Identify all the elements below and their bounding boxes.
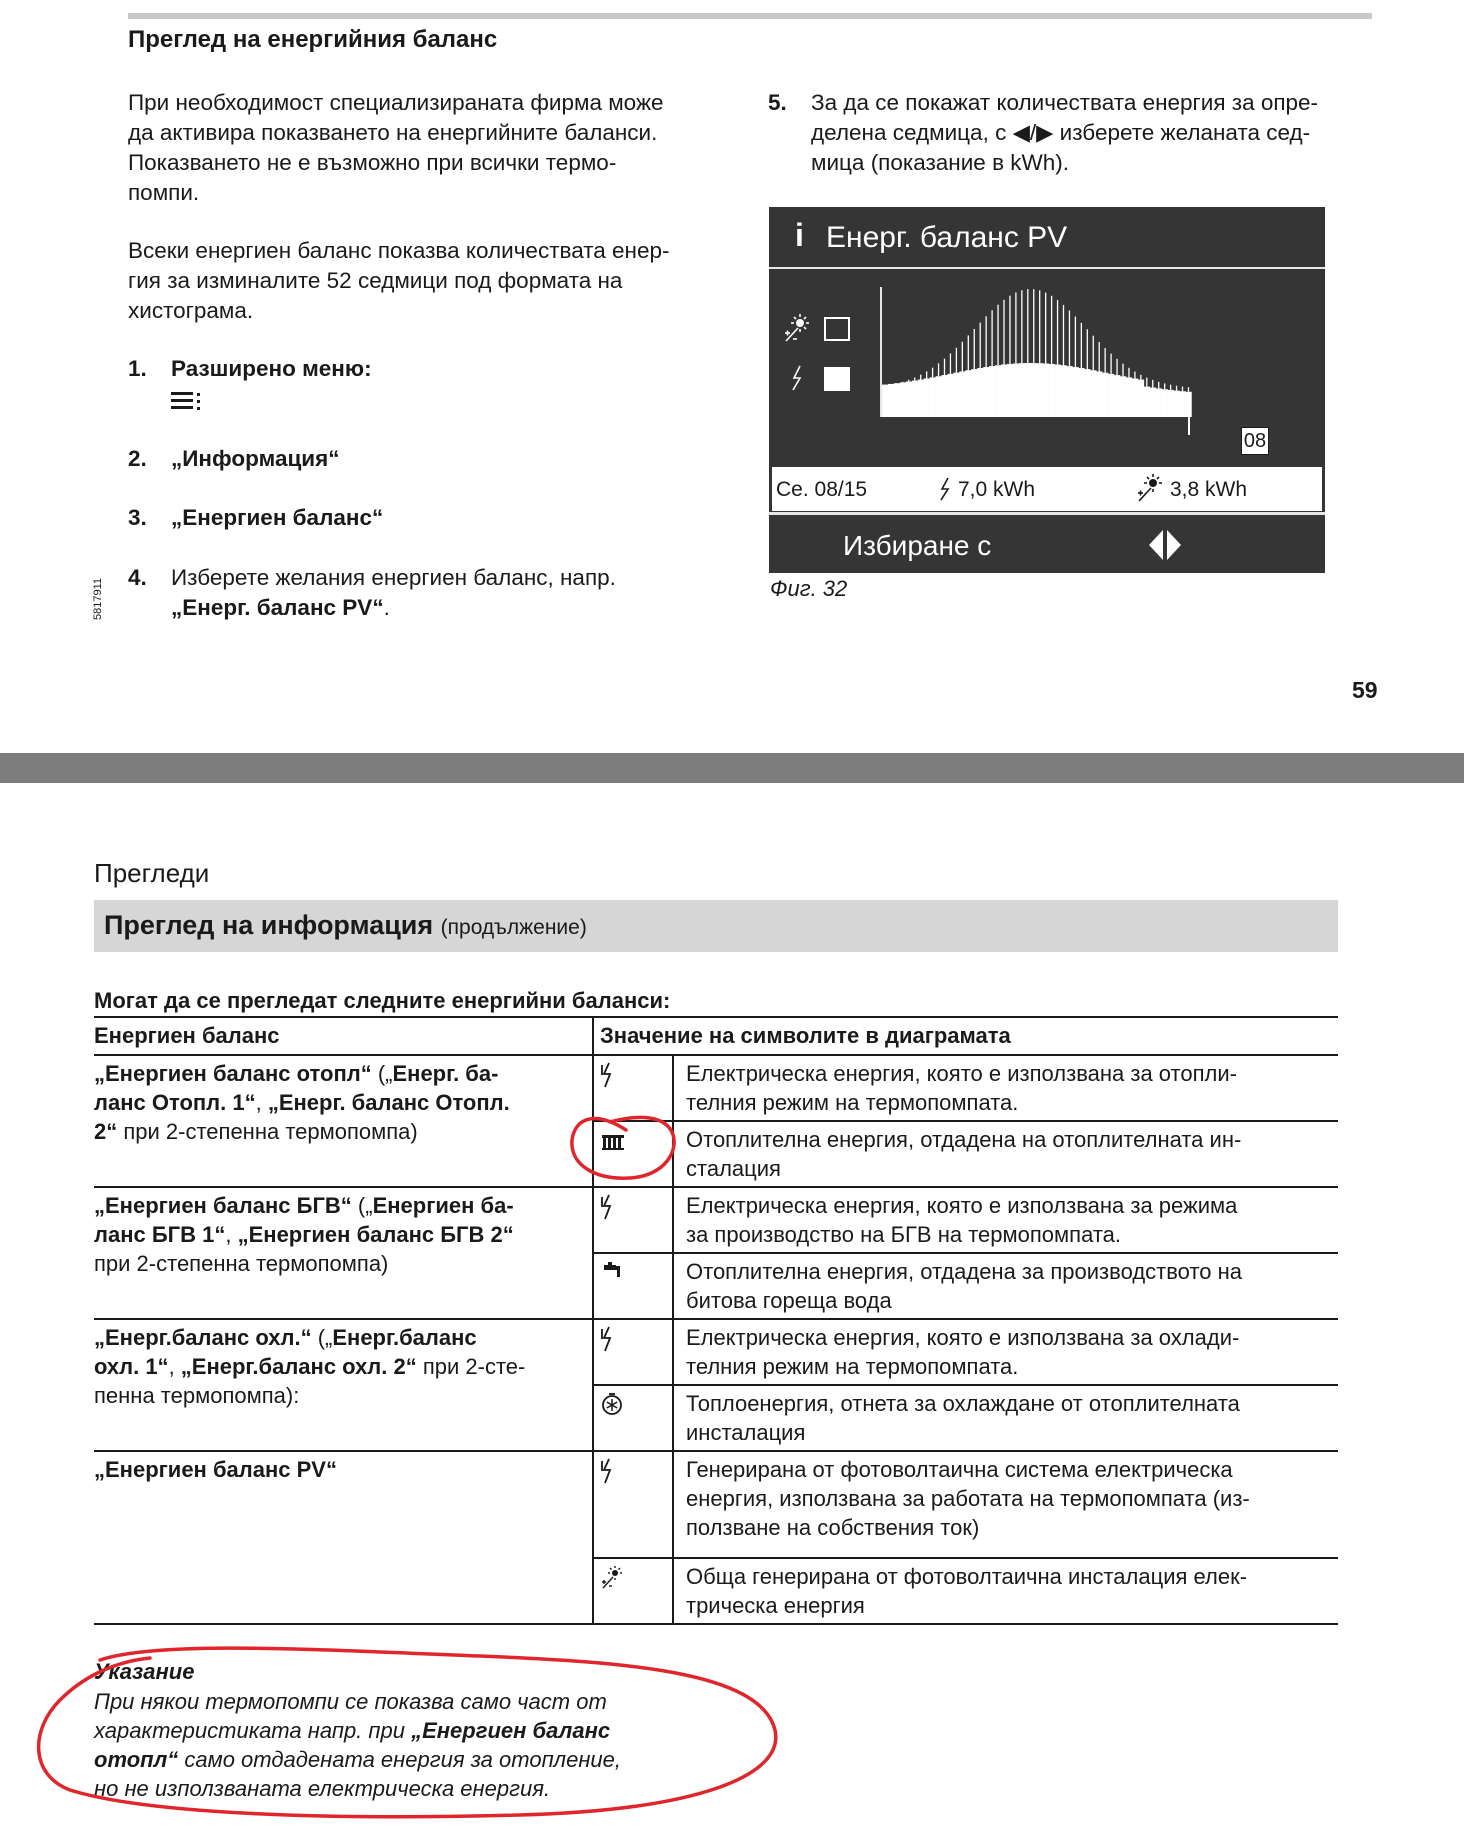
balance-name-text: пенна термопомпа): — [94, 1383, 300, 1408]
histogram-fill — [1120, 376, 1126, 417]
histogram-fill — [1090, 370, 1096, 417]
pv-sun-icon — [1136, 473, 1166, 503]
histogram-fill — [936, 376, 942, 417]
histogram-fill — [1007, 364, 1013, 417]
balance-name-text: при 2-степенна термопомпа) — [94, 1251, 389, 1276]
page-number: 59 — [1352, 677, 1378, 703]
histogram-fill — [947, 374, 953, 417]
balance-name-line — [94, 1323, 477, 1352]
table-column-divider — [592, 1016, 594, 1623]
page-separator — [0, 753, 1464, 783]
note-text-bold: отопл“ — [94, 1747, 179, 1772]
balance-name-text: „Енерг.баланс охл.“ — [94, 1325, 312, 1350]
histogram-chart — [879, 287, 1299, 447]
balance-name-text: „Енергиен баланс БГВ 2“ — [237, 1222, 514, 1247]
table-rule — [592, 1120, 1338, 1122]
histogram-fill — [1108, 374, 1114, 417]
lightning-icon — [600, 1193, 628, 1221]
status-week: Се. 08/15 — [776, 478, 868, 501]
histogram-fill — [906, 382, 912, 417]
display-divider — [769, 267, 1325, 269]
balance-name-text: , — [168, 1354, 181, 1379]
symbol-meaning-line: сталация — [686, 1156, 781, 1181]
snowflake-icon — [600, 1391, 628, 1419]
symbol-meaning-line: Отоплителна енергия, отдадена за производството на — [686, 1259, 1242, 1284]
symbol-meaning-line: телния режим на термопомпата. — [686, 1090, 1019, 1115]
histogram-fill — [959, 371, 965, 417]
histogram-fill — [1013, 363, 1019, 417]
histogram-fill — [977, 368, 983, 417]
symbol-meaning-line: Отоплителна енергия, отдадена на отоплителната ин- — [686, 1127, 1242, 1152]
histogram-paragraph — [128, 236, 728, 326]
histogram-fill — [1055, 365, 1061, 417]
histogram-fill — [912, 381, 918, 417]
lightning-icon — [938, 477, 952, 501]
histogram-fill — [1102, 373, 1108, 417]
note-line: но не използваната електрическа енергия. — [94, 1776, 551, 1801]
note-line: При някои термопомпи се показва само част от — [94, 1689, 607, 1714]
note-line — [94, 1716, 814, 1745]
balance-name-text: („ — [351, 1193, 373, 1218]
balance-name-text: Енерг.баланс — [332, 1325, 477, 1350]
histogram-fill — [1185, 392, 1191, 417]
step-3 — [128, 503, 728, 533]
pv-sun-icon — [600, 1564, 628, 1592]
histogram-fill — [1168, 390, 1174, 417]
intro-paragraph — [128, 88, 728, 208]
symbol-meaning-line: телния режим на термопомпата. — [686, 1354, 1019, 1379]
step-number: 4. — [128, 565, 147, 590]
histogram-fill — [1150, 388, 1156, 417]
running-head: Прегледи — [94, 858, 210, 888]
display-footer — [769, 518, 1325, 573]
status-pv: 3,8 kWh — [1170, 478, 1248, 501]
histogram-fill — [1162, 389, 1168, 417]
table-caption: Могат да се прегледат следните енергийни баланси: — [94, 988, 671, 1013]
display-header — [769, 207, 1325, 267]
symbol-meaning-line: Топлоенергия, отнета за охлаждане от отоплителната — [686, 1391, 1240, 1416]
step-5 — [768, 88, 1388, 178]
histogram-fill — [983, 367, 989, 417]
para-line: хистограма. — [128, 298, 254, 323]
note-body — [94, 1687, 814, 1803]
balance-name-text: („ — [371, 1061, 393, 1086]
histogram-fill — [1025, 363, 1031, 417]
histogram-fill — [1049, 364, 1055, 417]
balance-name-line — [94, 1249, 388, 1278]
symbol-meaning-line: енергия, използвана за работата на термопомпата (из- — [686, 1486, 1250, 1511]
para-line: Всеки енергиен баланс показва количествата енер- — [128, 238, 670, 263]
histogram-fill — [930, 377, 936, 417]
step-text: делена седмица, с ◀/▶ изберете желаната сед- — [811, 120, 1311, 145]
step-number: 3. — [128, 505, 147, 530]
table-header-symbols: Значение на символите в диаграмата — [600, 1023, 1011, 1048]
figure-caption: Фиг. 32 — [770, 576, 848, 601]
info-icon: i — [795, 217, 804, 253]
table-rule — [592, 1384, 1338, 1386]
step-text: мица (показание в kWh). — [811, 150, 1070, 175]
step-text: Разширено меню: — [171, 356, 372, 381]
symbol-meaning-line: инсталация — [686, 1420, 806, 1445]
banner-title-text: Преглед на информация — [104, 910, 434, 940]
histogram-fill — [918, 380, 924, 417]
intro-line: помпи. — [128, 180, 200, 205]
histogram-fill — [942, 375, 948, 417]
balance-name-text: при 2-степенна термопомпа) — [117, 1119, 418, 1144]
histogram-fill — [900, 382, 906, 417]
histogram-fill — [1043, 363, 1049, 417]
histogram-fill — [1001, 365, 1007, 417]
histogram-fill — [1019, 363, 1025, 417]
histogram-fill — [1061, 365, 1067, 417]
intro-line: При необходимост специализираната фирма може — [128, 90, 664, 115]
symbol-meaning-line: трическа енергия — [686, 1593, 865, 1618]
balance-name-text: охл. 1“ — [94, 1354, 169, 1379]
note-line — [94, 1745, 814, 1774]
banner-subtitle: (продължение) — [440, 916, 587, 939]
symbol-meaning-line: Електрическа енергия, която е използвана за отопли- — [686, 1061, 1237, 1086]
balance-name-line — [94, 1088, 510, 1117]
balance-name-text: Енерг. ба- — [392, 1061, 499, 1086]
symbol-meaning-line: ползване на собствения ток) — [686, 1515, 980, 1540]
display-title: Енерг. баланс PV — [826, 221, 1068, 254]
table-header-balance: Енергиен баланс — [94, 1023, 280, 1048]
step-number: 5. — [768, 90, 787, 115]
balance-name-line — [94, 1455, 337, 1484]
balance-name-line — [94, 1059, 498, 1088]
display-status-bar — [772, 467, 1322, 511]
radiator-icon — [600, 1127, 628, 1155]
balance-name-line — [94, 1191, 514, 1220]
step-number: 2. — [128, 446, 147, 471]
empty-box-icon — [824, 317, 850, 341]
lightning-icon — [789, 365, 805, 391]
symbol-meaning-line: битова гореща вода — [686, 1288, 892, 1313]
table-rule — [94, 1623, 1338, 1625]
symbol-meaning-line: Електрическа енергия, която е използвана за режима — [686, 1193, 1238, 1218]
histogram-fill — [1144, 387, 1150, 417]
pv-sun-icon — [783, 313, 813, 343]
left-right-arrows-icon[interactable] — [1147, 528, 1183, 562]
table-rule — [94, 1318, 1338, 1320]
step-2 — [128, 444, 728, 474]
step-text: Изберете желания енергиен баланс, напр. — [171, 565, 616, 590]
intro-line: да активира показването на енергийните баланси. — [128, 120, 658, 145]
filled-box-icon — [824, 367, 850, 391]
histogram-fill — [924, 378, 930, 417]
table-rule — [592, 1252, 1338, 1254]
banner-title — [104, 910, 587, 941]
balance-name-text: „Енергиен баланс БГВ“ — [94, 1193, 352, 1218]
histogram-fill — [1096, 371, 1102, 417]
para-line: гия за изминалите 52 седмици под формата на — [128, 268, 623, 293]
balance-name-text: 2“ — [94, 1119, 118, 1144]
top-rule — [128, 13, 1372, 19]
histogram-fill — [1180, 391, 1186, 417]
balance-name-text: Енергиен ба- — [372, 1193, 514, 1218]
note-text: характеристиката напр. при — [94, 1718, 412, 1743]
histogram-fill — [965, 370, 971, 417]
histogram-fill — [1072, 367, 1078, 417]
histogram-fill — [1132, 379, 1138, 417]
table-rule — [94, 1450, 1338, 1452]
histogram-fill — [888, 384, 894, 417]
balance-name-line — [94, 1220, 514, 1249]
balance-name-text: при 2-сте- — [416, 1354, 526, 1379]
histogram-fill — [1066, 366, 1072, 417]
histogram-fill — [1114, 375, 1120, 417]
note-text: само отдадената енергия за отопление, — [178, 1747, 622, 1772]
histogram-fill — [1031, 363, 1037, 417]
balance-name-text: „Енерг.баланс охл. 2“ — [180, 1354, 417, 1379]
table-icon-divider — [672, 1054, 674, 1623]
histogram-fill — [1078, 368, 1084, 417]
histogram-fill — [1037, 363, 1043, 417]
balance-name-line — [94, 1352, 525, 1381]
balance-name-text: ланс БГВ 1“ — [94, 1222, 226, 1247]
table-rule — [94, 1016, 1338, 1018]
histogram-fill — [894, 383, 900, 417]
step-text-bold: „Енерг. баланс PV“ — [171, 595, 384, 620]
balance-name-text: „Енергиен баланс PV“ — [94, 1457, 337, 1482]
lightning-icon — [600, 1061, 628, 1089]
balance-name-text: , — [255, 1090, 268, 1115]
histogram-fill — [995, 365, 1001, 417]
balance-name-text: „Енергиен баланс отопл“ — [94, 1061, 372, 1086]
lightning-icon — [600, 1325, 628, 1353]
histogram-fill — [989, 366, 995, 417]
histogram-fill — [953, 373, 959, 417]
table-rule — [592, 1557, 1338, 1559]
status-electric: 7,0 kWh — [958, 478, 1036, 501]
section-banner — [94, 900, 1338, 952]
symbol-meaning-line: Електрическа енергия, която е използвана за охлади- — [686, 1325, 1240, 1350]
balance-name-line — [94, 1381, 299, 1410]
page-59 — [0, 0, 1464, 750]
histogram-fill — [882, 385, 888, 417]
histogram-fill — [1138, 380, 1144, 417]
step-text: „Информация“ — [171, 446, 340, 471]
histogram-fill — [1084, 369, 1090, 417]
histogram-fill — [971, 369, 977, 417]
document-code: 5817911 — [92, 577, 104, 620]
intro-line: Показването не е възможно при всички термо- — [128, 150, 617, 175]
tap-icon — [600, 1259, 628, 1287]
display-divider — [769, 512, 1325, 515]
symbol-meaning-line: Обща генерирана от фотоволтаична инсталация елек- — [686, 1564, 1248, 1589]
histogram-fill — [1174, 391, 1180, 417]
histogram-fill — [1126, 377, 1132, 417]
table-rule — [94, 1054, 1338, 1056]
lightning-icon — [600, 1457, 628, 1485]
note-text-bold: „Енергиен баланс — [411, 1718, 611, 1743]
histogram-bars — [882, 289, 1192, 417]
step-number: 1. — [128, 356, 147, 381]
balance-name-text: („ — [311, 1325, 333, 1350]
step-text: „Енергиен баланс“ — [171, 505, 384, 530]
balance-name-line — [94, 1117, 418, 1146]
balance-name-text: ланс Отопл. 1“ — [94, 1090, 256, 1115]
table-rule — [94, 1186, 1338, 1188]
energy-balance-display — [769, 207, 1325, 573]
balance-name-text: , — [225, 1222, 238, 1247]
step-4 — [128, 563, 728, 623]
step-text-tail: . — [383, 595, 390, 620]
extended-menu-icon — [171, 392, 201, 412]
symbol-meaning-line: за производство на БГВ на термопомпата. — [686, 1222, 1121, 1247]
balance-name-text: „Енерг. баланс Отопл. — [267, 1090, 510, 1115]
note-title: Указание — [94, 1659, 195, 1684]
step-text: За да се покажат количествата енергия за опре- — [811, 90, 1319, 115]
histogram-fill — [1156, 388, 1162, 417]
step-1 — [128, 354, 728, 414]
section-title: Преглед на енергийния баланс — [128, 26, 498, 53]
symbol-meaning-line: Генерирана от фотоволтаична система електрическа — [686, 1457, 1233, 1482]
footer-label: Избиране с — [843, 530, 992, 561]
week-marker: 08 — [1241, 427, 1269, 455]
